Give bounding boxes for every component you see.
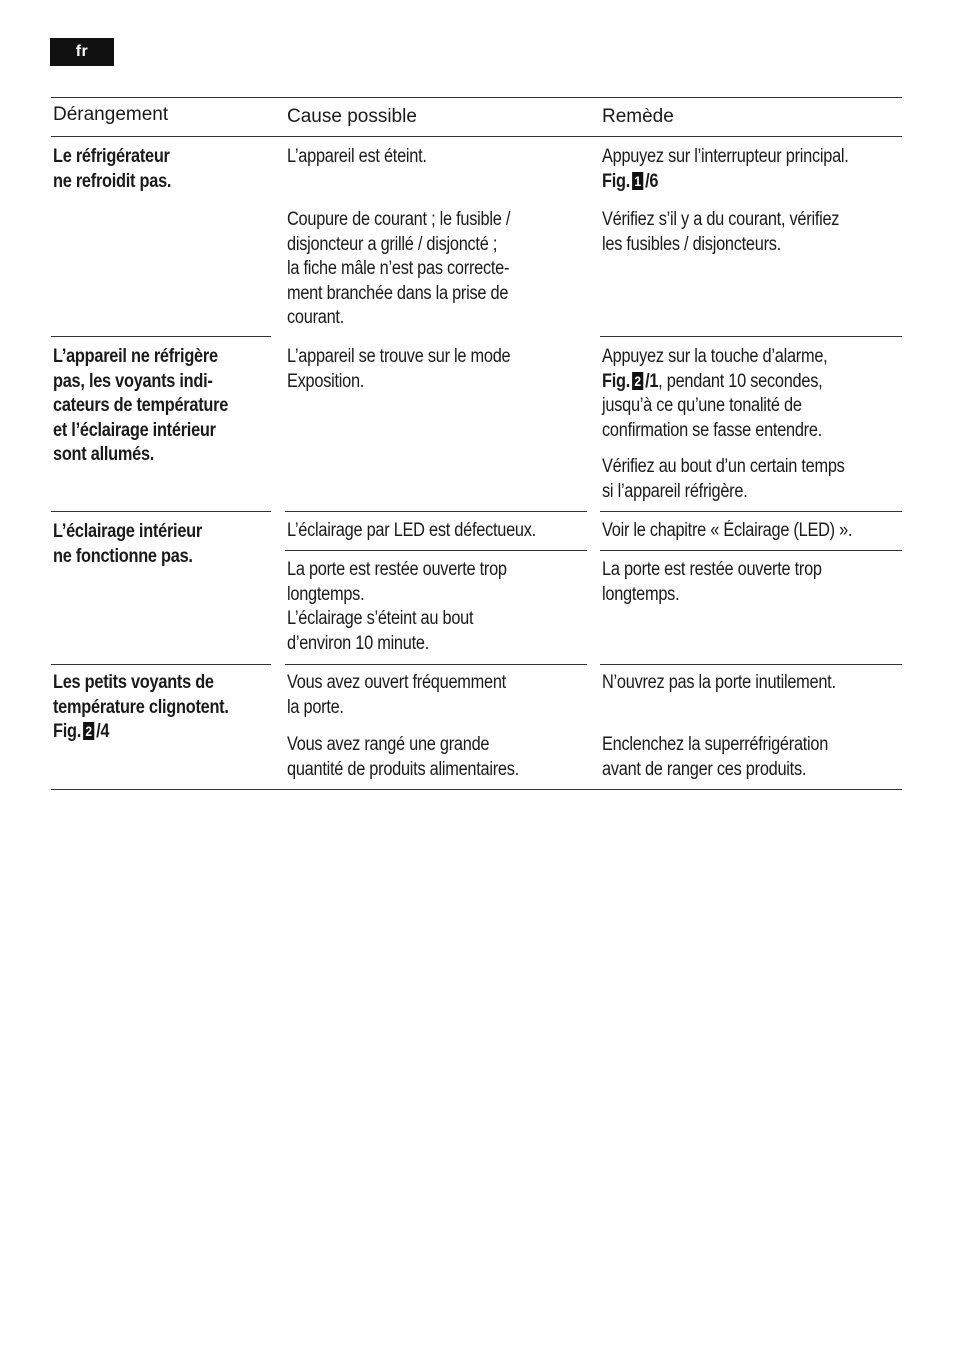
- cause-cell: Vous avez rangé une grande quantité de produits alimentaires.: [287, 734, 519, 780]
- problem-cell: Les petits voyants de température clignotent. Fig. 2 /4: [53, 671, 257, 745]
- header-cause: Cause possible: [287, 106, 417, 127]
- header-bottom-rule: [51, 136, 902, 137]
- row-divider: [600, 511, 902, 512]
- row-divider: [285, 664, 587, 665]
- remedy-cell: La porte est restée ouverte trop longtemps.: [602, 559, 822, 605]
- figure-reference: Fig. 2 /4: [53, 721, 110, 742]
- remedy-cell: N’ouvrez pas la porte inutilement.: [602, 672, 836, 693]
- row-divider: [51, 336, 271, 337]
- table-top-rule: [51, 97, 902, 98]
- cause-cell: L’éclairage par LED est défectueux.: [287, 520, 536, 541]
- row-divider: [285, 550, 587, 551]
- problem-cell: L’appareil ne réfrigère pas, les voyants indi- cateurs de température et l’éclairage intérieur sont allumés.: [53, 346, 229, 465]
- remedy-cell: Appuyez sur l’interrupteur principal. Fig. 1 /6: [602, 145, 889, 194]
- header-derangement: Dérangement: [53, 104, 169, 125]
- cause-cell: L’appareil est éteint.: [287, 146, 427, 167]
- row-divider: [285, 511, 587, 512]
- cause-cell: L’appareil se trouve sur le mode Exposition.: [287, 346, 511, 392]
- header-remede: Remède: [602, 106, 674, 127]
- remedy-cell: Voir le chapitre « Éclairage (LED) ».: [602, 520, 853, 541]
- problem-cell: L’éclairage intérieur ne fonctionne pas.: [53, 521, 202, 567]
- remedy-cell: Appuyez sur la touche d’alarme, Fig. 2 /1, pendant 10 secondes, jusqu’à ce qu’une tonalité de confirmation se fasse entendre.: [602, 346, 828, 441]
- cause-cell: Coupure de courant ; le fusible / disjoncteur a grillé / disjoncté ; la fiche mâle n’est pas correcte- ment branchée dans la prise de courant.: [287, 209, 511, 328]
- remedy-cell: Enclenchez la superréfrigération avant de ranger ces produits.: [602, 734, 829, 780]
- row-divider: [51, 664, 271, 665]
- problem-cell: Le réfrigérateur ne refroidit pas.: [53, 146, 172, 192]
- row-divider: [600, 550, 902, 551]
- remedy-cell: Vérifiez s’il y a du courant, vérifiez les fusibles / disjoncteurs.: [602, 209, 840, 255]
- language-badge: fr: [50, 38, 114, 66]
- remedy-cell: Vérifiez au bout d’un certain temps si l’appareil réfrigère.: [602, 456, 845, 502]
- figure-reference: Fig. 1 /6: [602, 170, 659, 192]
- cause-cell: La porte est restée ouverte trop longtemps. L’éclairage s’éteint au bout d’environ 10 minute.: [287, 559, 507, 654]
- row-divider: [51, 511, 271, 512]
- cause-cell: Vous avez ouvert fréquemment la porte.: [287, 672, 506, 718]
- figure-reference: Fig. 2 /1, pendant 10 secondes,: [602, 370, 823, 392]
- table-bottom-rule: [51, 789, 902, 790]
- row-divider: [600, 336, 902, 337]
- row-divider: [600, 664, 902, 665]
